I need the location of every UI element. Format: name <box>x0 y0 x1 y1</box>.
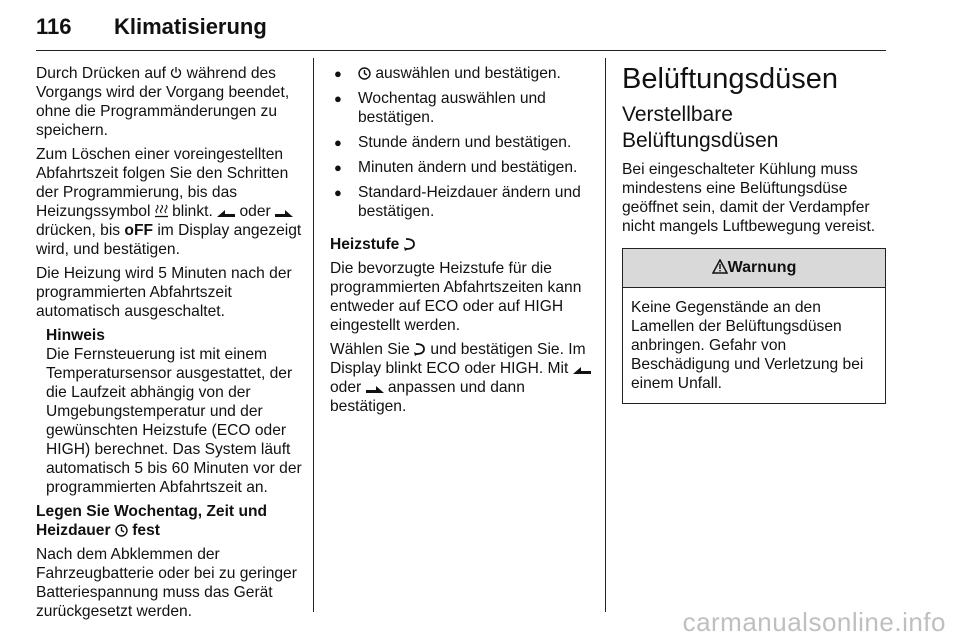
list-item: ● Stunde ändern und bestätigen. <box>330 133 596 152</box>
list-item: ● Wochentag auswählen und bestätigen. <box>330 89 596 127</box>
clock-icon <box>358 67 371 80</box>
warning-text: Keine Gegenstände an den Lamellen der Belüftungsdüsen anbringen. Gefahr von Beschädigung und Verletzung bei einem Unfall. <box>631 299 864 392</box>
paragraph: Die Heizung wird 5 Minuten nach der programmierten Abfahrtszeit automatisch ausgeschaltet. <box>36 265 292 320</box>
bullet-list <box>330 64 596 221</box>
arrow-left-icon <box>573 365 591 375</box>
section-title: Belüftungsdüsen <box>622 63 839 95</box>
paragraph: Nach dem Abklemmen der Fahrzeugbatterie oder bei zu geringer Batteriespannung muss das Gerät zurückgesetzt werden. <box>36 546 297 620</box>
arrow-right-icon <box>366 384 384 394</box>
paragraph: Durch Drücken auf während des Vorgangs wird der Vorgang beendet, ohne die Programmänderungen zu speichern. <box>36 65 290 139</box>
arrow-left-icon <box>217 208 235 218</box>
page-title: Klimatisierung <box>114 14 267 39</box>
page-number: 116 <box>36 14 72 39</box>
subheading: Legen Sie Wochentag, Zeit und Heizdauer fest <box>36 503 268 539</box>
note-title: Hinweis <box>46 327 105 344</box>
warning-box <box>622 248 886 404</box>
arrow-right-icon <box>275 208 293 218</box>
power-icon <box>170 66 182 80</box>
clock-icon <box>115 524 128 537</box>
warning-label: Warnung <box>727 259 797 276</box>
subsection-title: Verstellbare Belüftungsdüsen <box>622 103 779 152</box>
warning-header <box>623 249 885 288</box>
curved-arrow-icon <box>414 342 426 356</box>
note <box>36 326 302 497</box>
warning-icon <box>712 259 728 274</box>
column-divider <box>313 58 314 612</box>
paragraph: Zum Löschen einer voreingestellten Abfahrtszeit folgen Sie den Schritten der Programmierung, bis das Heizungssymbol blinkt. oder drücken, bis oFF im Display angezeigt wird, und bestätigen. <box>36 146 302 258</box>
paragraph: Wählen Sie und bestätigen Sie. Im Display blinkt ECO oder HIGH. Mit oder anpassen und dann bestätigen. <box>330 340 596 416</box>
watermark: carmanualsonline.info <box>682 607 946 637</box>
paragraph: Bei eingeschalteter Kühlung muss mindestens eine Belüftungsdüse geöffnet sein, damit der Verdampfer nicht mangels Luftbewegung vereist. <box>622 161 876 235</box>
column-2 <box>330 64 596 421</box>
column-3 <box>622 62 886 404</box>
list-item: ● Standard-Heizdauer ändern und bestätigen. <box>330 183 596 221</box>
paragraph: Die bevorzugte Heizstufe für die programmierten Abfahrtszeiten kann entweder auf ECO oder auf HIGH eingestellt werden. <box>330 260 582 334</box>
list-item: ● Minuten ändern und bestätigen. <box>330 158 596 177</box>
column-1 <box>36 64 302 626</box>
page-header <box>36 10 886 51</box>
list-item: ● auswählen und bestätigen. <box>330 64 596 83</box>
curved-arrow-icon <box>404 237 416 251</box>
heating-symbol-icon <box>155 204 168 218</box>
note-text: Die Fernsteuerung ist mit einem Temperatursensor ausgestattet, der die Laufzeit abhängig von der Umgebungstemperatur und der gewünschten Heizstufe (ECO oder HIGH) berechnet. Das System läuft automatisch 5 bis 60 Minuten vor der programmierten Abfahrtszeit an. <box>46 346 302 496</box>
subheading: Heizstufe <box>330 235 596 254</box>
column-divider <box>605 58 606 612</box>
